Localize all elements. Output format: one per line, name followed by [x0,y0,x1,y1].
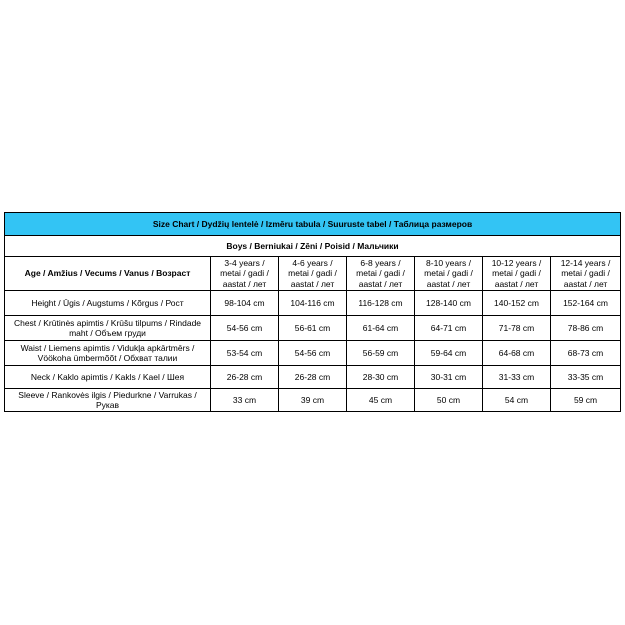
table-cell: 78-86 cm [551,316,621,341]
table-cell: 28-30 cm [347,366,415,389]
table-row-sleeve [5,389,621,412]
table-cell: 54-56 cm [211,316,279,341]
table-cell: 64-68 cm [483,341,551,366]
table-cell: 59-64 cm [415,341,483,366]
table-row-height [5,291,621,316]
age-column-header: 10-12 years / metai / gadi / aastat / лет [483,257,551,291]
table-cell: 128-140 cm [415,291,483,316]
table-cell: 39 cm [279,389,347,412]
table-cell: 104-116 cm [279,291,347,316]
age-column-header: 3-4 years / metai / gadi / aastat / лет [211,257,279,291]
table-cell: 54-56 cm [279,341,347,366]
table-cell: 56-61 cm [279,316,347,341]
table-cell: 71-78 cm [483,316,551,341]
table-cell: 33 cm [211,389,279,412]
age-column-header: 4-6 years / metai / gadi / aastat / лет [279,257,347,291]
table-cell: 33-35 cm [551,366,621,389]
table-cell: 53-54 cm [211,341,279,366]
group-row [5,236,621,257]
table-cell: 61-64 cm [347,316,415,341]
age-column-header: 6-8 years / metai / gadi / aastat / лет [347,257,415,291]
table-cell: 54 cm [483,389,551,412]
table-cell: 152-164 cm [551,291,621,316]
table-row-waist [5,341,621,366]
table-cell: 98-104 cm [211,291,279,316]
table-cell: 64-71 cm [415,316,483,341]
row-label: Height / Ūgis / Augstums / Kõrgus / Рост [5,291,211,316]
table-cell: 30-31 cm [415,366,483,389]
age-header-row [5,257,621,291]
age-label: Age / Amžius / Vecums / Vanus / Возраст [5,257,211,291]
table-cell: 45 cm [347,389,415,412]
row-label: Chest / Krūtinės apimtis / Krūšu tilpums / Rindade maht / Объем груди [5,316,211,341]
table-cell: 59 cm [551,389,621,412]
group-header: Boys / Berniukai / Zēni / Poisid / Мальчики [5,236,621,257]
table-cell: 140-152 cm [483,291,551,316]
table-cell: 56-59 cm [347,341,415,366]
table-cell: 26-28 cm [279,366,347,389]
table-row-chest [5,316,621,341]
row-label: Sleeve / Rankovės ilgis / Piedurkne / Varrukas / Рукав [5,389,211,412]
table-cell: 68-73 cm [551,341,621,366]
table-cell: 31-33 cm [483,366,551,389]
age-column-header: 12-14 years / metai / gadi / aastat / лет [551,257,621,291]
table-cell: 116-128 cm [347,291,415,316]
table-title: Size Chart / Dydžių lentelė / Izmēru tabula / Suuruste tabel / Таблица размеров [5,213,621,236]
size-chart-table [4,212,621,412]
age-column-header: 8-10 years / metai / gadi / aastat / лет [415,257,483,291]
table-cell: 26-28 cm [211,366,279,389]
row-label: Neck / Kaklo apimtis / Kakls / Kael / Шея [5,366,211,389]
table-row-neck [5,366,621,389]
title-row [5,213,621,236]
row-label: Waist / Liemens apimtis / Vidukļa apkārtmērs / Vöökoha ümbermõõt / Обхват талии [5,341,211,366]
table-cell: 50 cm [415,389,483,412]
